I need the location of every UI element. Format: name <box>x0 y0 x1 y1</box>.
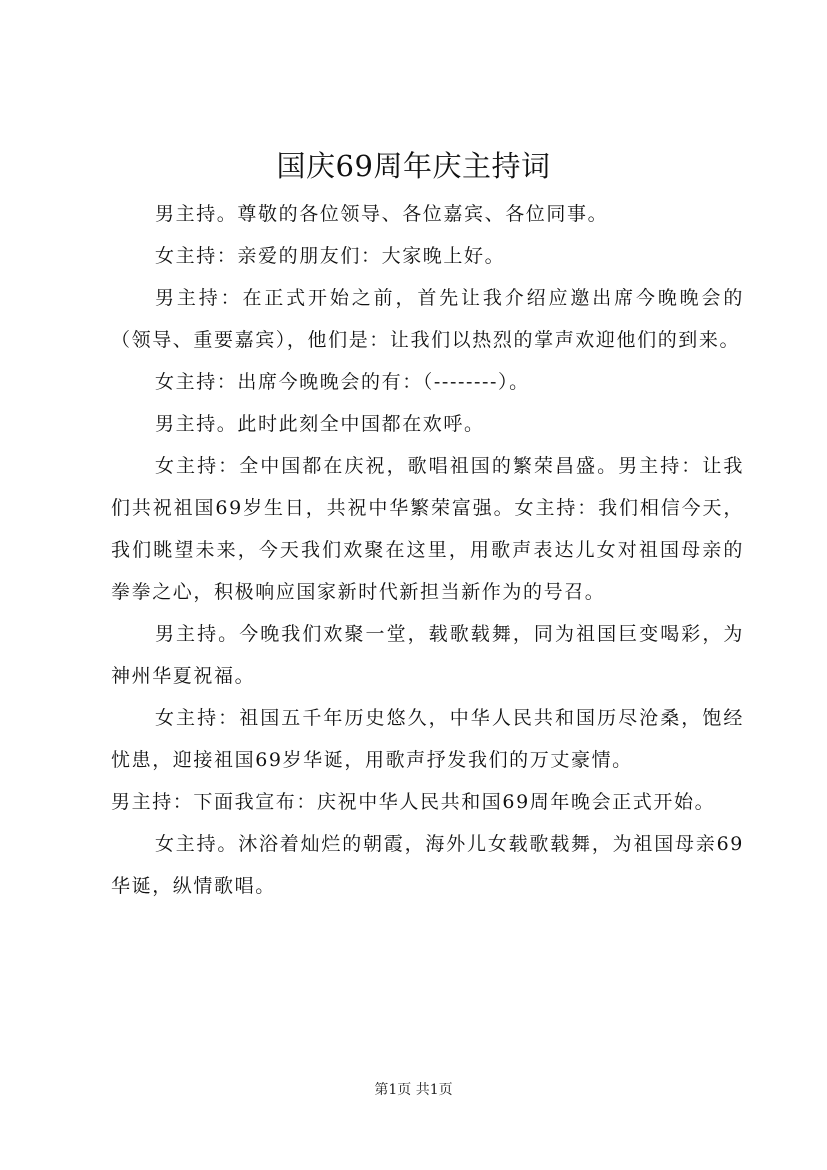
page-title: 国庆69周年庆主持词 <box>276 149 551 183</box>
paragraph-1: 男主持。尊敬的各位领导、各位嘉宾、各位同事。 <box>155 203 609 225</box>
paragraph-2: 女主持：亲爱的朋友们：大家晚上好。 <box>155 245 506 267</box>
paragraph-3: 男主持：在正式开始之前，首先让我介绍应邀出席今晚晚会的（领导、重要嘉宾），他们是：让我们以热烈的掌声欢迎他们的到来。 <box>111 287 744 351</box>
paragraph-10: 女主持。沐浴着灿烂的朝霞，海外儿女载歌载舞，为祖国母亲69华诞，纵情歌唱。 <box>111 833 744 897</box>
paragraph-8: 女主持：祖国五千年历史悠久，中华人民共和国历尽沧桑，饱经忧患，迎接祖国69岁华诞，用歌声抒发我们的万丈豪情。 <box>111 707 744 771</box>
paragraph-5: 男主持。此时此刻全中国都在欢呼。 <box>155 413 485 435</box>
paragraph-6: 女主持：全中国都在庆祝，歌唱祖国的繁荣昌盛。男主持：让我们共祝祖国69岁生日，共祝中华繁荣富强。女主持：我们相信今天，我们眺望未来，今天我们欢聚在这里，用歌声表达儿女对祖国母亲的拳拳之心，积极响应国家新时代新担当新作为的号召。 <box>111 455 744 603</box>
paragraph-4: 女主持：出席今晚晚会的有：（--------）。 <box>155 371 530 393</box>
page-footer: 第1页 共1页 <box>374 1082 453 1098</box>
document-body <box>111 193 744 907</box>
paragraph-7: 男主持。今晚我们欢聚一堂，载歌载舞，同为祖国巨变喝彩，为神州华夏祝福。 <box>111 623 744 687</box>
paragraph-9: 男主持：下面我宣布：庆祝中华人民共和国69周年晚会正式开始。 <box>111 791 716 813</box>
